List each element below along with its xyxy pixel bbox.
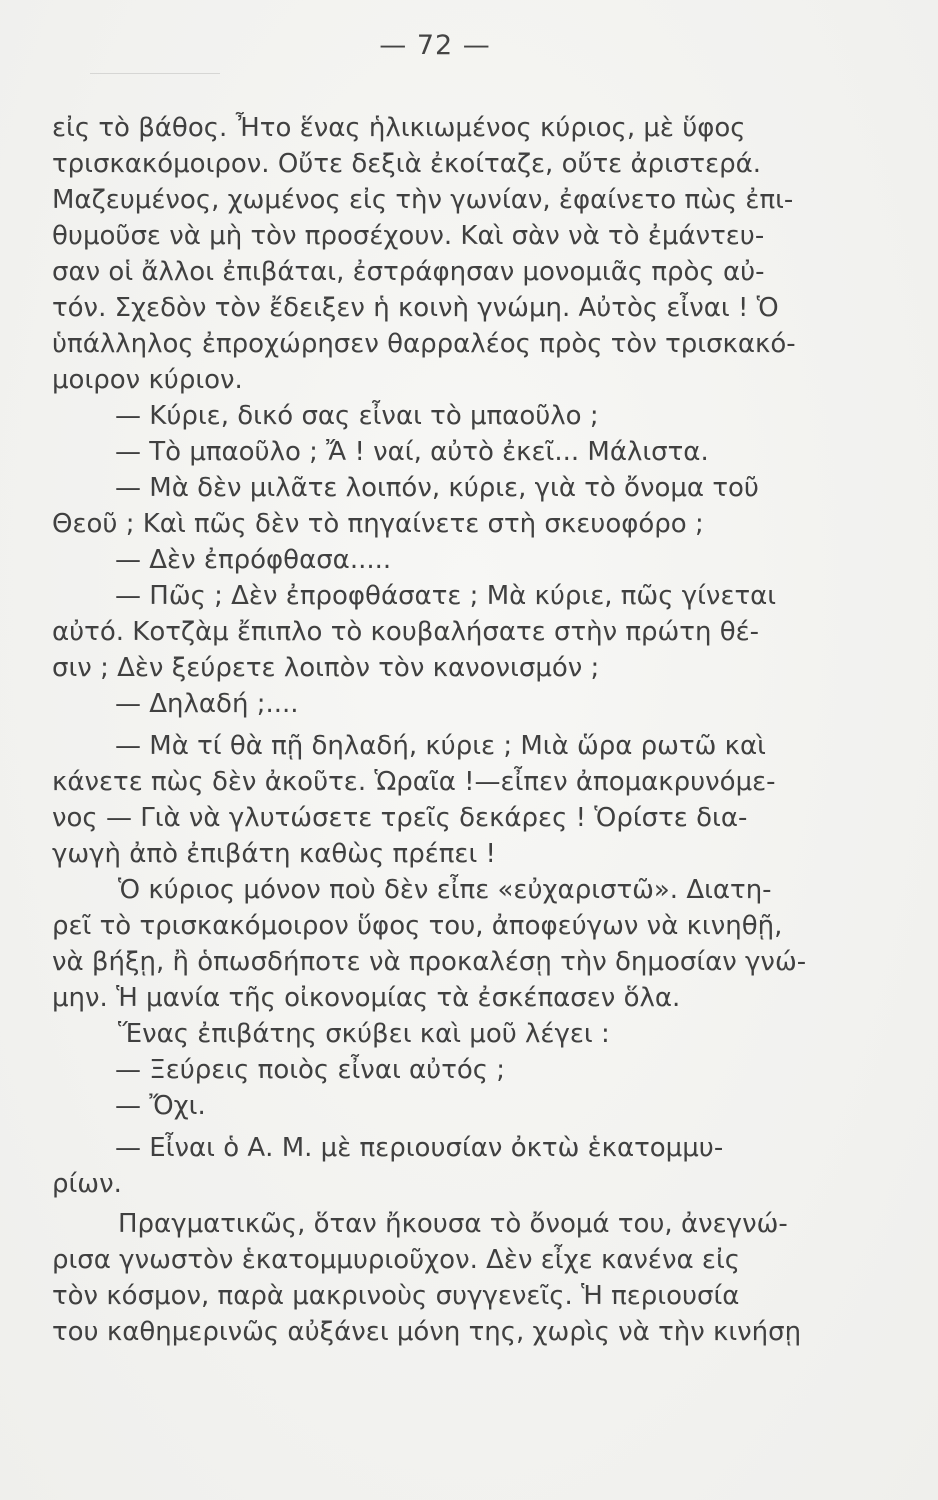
dialogue-line: — Ὄχι. [115, 1091, 206, 1121]
dialogue-line: — Πῶς ; Δὲν ἐπροφθάσατε ; Μὰ κύριε, πῶς γίνεται [115, 581, 777, 611]
text-line: γωγὴ ἀπὸ ἐπιβάτη καθὼς πρέπει ! [52, 839, 496, 869]
text-line: νος — Γιὰ νὰ γλυτώσετε τρεῖς δεκάρες ! Ὁρίστε δια- [52, 803, 748, 833]
text-line: ρισα γνωστὸν ἑκατομμυριοῦχον. Δὲν εἶχε κανένα εἰς [52, 1245, 741, 1275]
text-line: σαν οἱ ἄλλοι ἐπιβάται, ἐστράφησαν μονομιᾶς πρὸς αὐ- [52, 257, 765, 287]
dialogue-line: — Τὸ μπαοῦλο ; Ἄ ! ναί, αὐτὸ ἐκεῖ... Μάλιστα. [115, 437, 709, 467]
text-line: Μαζευμένος, χωμένος εἰς τὴν γωνίαν, ἐφαίνετο πὼς ἐπι- [52, 185, 794, 215]
dialogue-line: — Ξεύρεις ποιὸς εἶναι αὐτός ; [115, 1055, 506, 1085]
dialogue-line: — Κύριε, δικό σας εἶναι τὸ μπαοῦλο ; [115, 401, 599, 431]
text-line: του καθημερινῶς αὐξάνει μόνη της, χωρὶς νὰ τὴν κινήσῃ [52, 1317, 802, 1347]
text-line: μην. Ἡ μανία τῆς οἰκονομίας τὰ ἐσκέπασεν ὅλα. [52, 983, 681, 1013]
page-number: — 72 — [379, 30, 491, 61]
dialogue-line: — Εἶναι ὁ Α. Μ. μὲ περιουσίαν ὀκτὼ ἑκατομμυ- [115, 1133, 724, 1163]
text-line: μοιρον κύριον. [52, 365, 243, 395]
text-line: Θεοῦ ; Καὶ πῶς δὲν τὸ πηγαίνετε στὴ σκευοφόρο ; [52, 509, 704, 539]
text-line: τρισκακόμοιρον. Οὔτε δεξιὰ ἐκοίταζε, οὔτε ἀριστερά. [52, 149, 762, 179]
text-line: νὰ βήξῃ, ἢ ὁπωσδήποτε νὰ προκαλέσῃ τὴν δημοσίαν γνώ- [52, 947, 807, 977]
text-line: Ὁ κύριος μόνον ποὺ δὲν εἶπε «εὐχαριστῶ». Διατη- [118, 875, 772, 905]
text-line: αὐτό. Κοτζὰμ ἔπιπλο τὸ κουβαλήσατε στὴν πρώτη θέ- [52, 617, 760, 647]
text-line: Ἕνας ἐπιβάτης σκύβει καὶ μοῦ λέγει : [118, 1019, 610, 1049]
dialogue-line: — Δηλαδή ;.... [115, 689, 299, 719]
text-line: Πραγματικῶς, ὅταν ἤκουσα τὸ ὄνομά του, ἀνεγνώ- [118, 1209, 788, 1239]
text-line: σιν ; Δὲν ξεύρετε λοιπὸν τὸν κανονισμόν ; [52, 653, 600, 683]
dialogue-line: — Μὰ δὲν μιλᾶτε λοιπόν, κύριε, γιὰ τὸ ὄνομα τοῦ [115, 473, 759, 503]
text-line: εἰς τὸ βάθος. Ἦτο ἕνας ἡλικιωμένος κύριος, μὲ ὕφος [52, 113, 746, 143]
top-rule [90, 73, 220, 74]
text-line: τόν. Σχεδὸν τὸν ἔδειξεν ἡ κοινὴ γνώμη. Αὐτὸς εἶναι ! Ὁ [52, 293, 779, 323]
text-line: τὸν κόσμον, παρὰ μακρινοὺς συγγενεῖς. Ἡ περιουσία [52, 1281, 740, 1311]
text-line: κάνετε πὼς δὲν ἀκοῦτε. Ὡραῖα !—εἶπεν ἀπομακρυνόμε- [52, 767, 776, 797]
dialogue-line: — Μὰ τί θὰ πῇ δηλαδή, κύριε ; Μιὰ ὥρα ρωτῶ καὶ [115, 731, 766, 761]
text-line: ρεῖ τὸ τρισκακόμοιρον ὕφος του, ἀποφεύγων νὰ κινηθῇ, [52, 911, 783, 941]
text-line: ρίων. [52, 1169, 122, 1199]
dialogue-line: — Δὲν ἐπρόφθασα..... [115, 545, 392, 575]
text-line: ὑπάλληλος ἐπροχώρησεν θαρραλέος πρὸς τὸν τρισκακό- [52, 329, 796, 359]
text-line: θυμοῦσε νὰ μὴ τὸν προσέχουν. Καὶ σὰν νὰ τὸ ἐμάντευ- [52, 221, 765, 251]
